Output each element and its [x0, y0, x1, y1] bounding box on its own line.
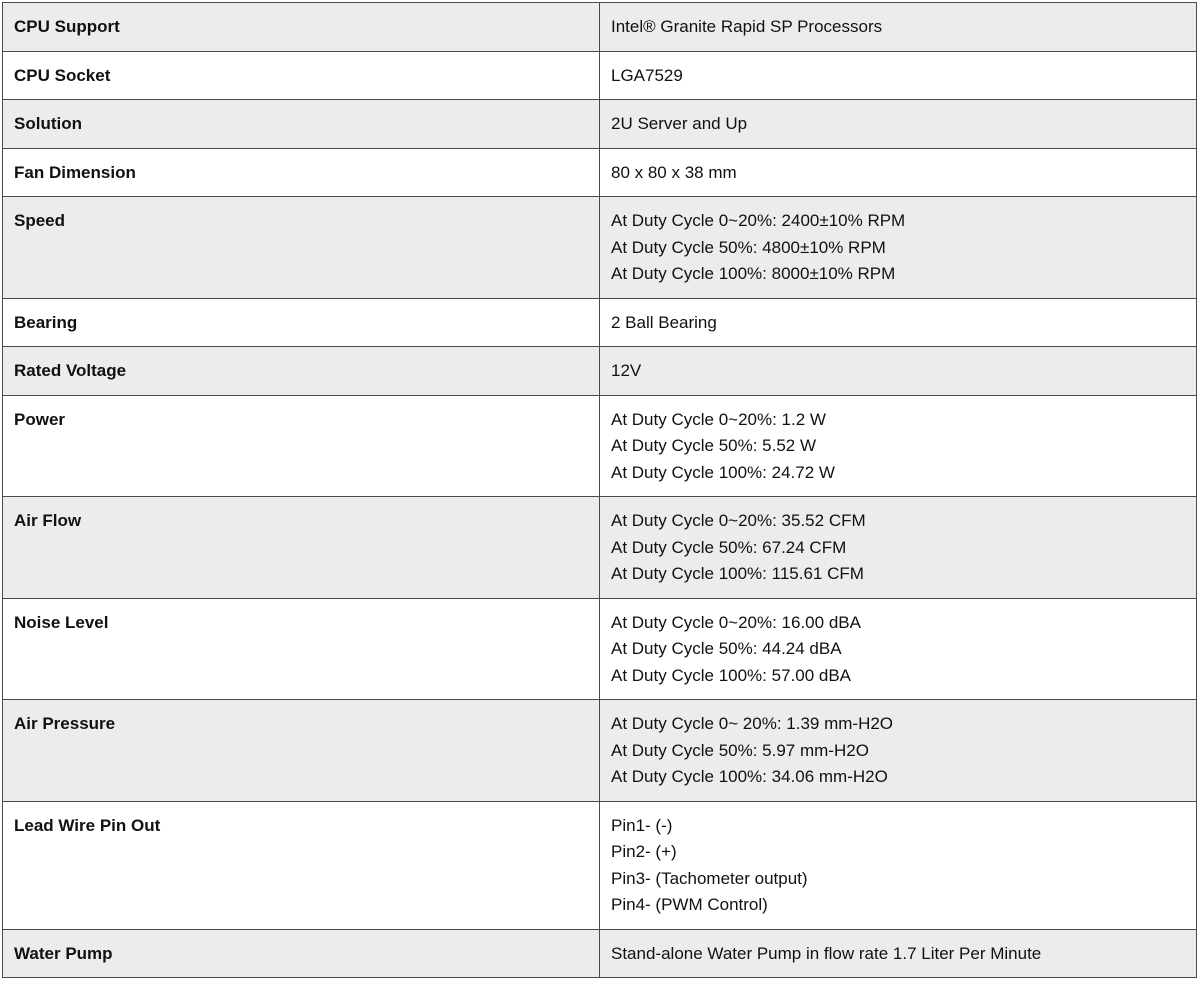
spec-label: Air Pressure: [3, 700, 600, 802]
spec-label: Bearing: [3, 298, 600, 347]
spec-value: [600, 598, 1197, 700]
spec-value-line: At Duty Cycle 50%: 44.24 dBA: [611, 639, 842, 658]
spec-value: [600, 929, 1197, 978]
table-row: [3, 929, 1197, 978]
table-row: [3, 3, 1197, 52]
spec-value-line: Pin3- (Tachometer output): [611, 868, 808, 888]
table-row: [3, 801, 1197, 929]
spec-value-line: At Duty Cycle 100%: 34.06 mm-H2O: [611, 767, 888, 786]
spec-value-line: Pin1- (-): [611, 815, 673, 835]
spec-value: [600, 298, 1197, 347]
spec-value: [600, 148, 1197, 197]
table-row: [3, 51, 1197, 100]
spec-value-line: At Duty Cycle 50%: 67.24 CFM: [611, 537, 847, 557]
spec-value-line: At Duty Cycle 50%: 5.97 mm-H2O: [611, 740, 869, 760]
spec-value: [600, 497, 1197, 599]
spec-label: CPU Support: [3, 3, 600, 52]
spec-label: Rated Voltage: [3, 347, 600, 396]
spec-label: Noise Level: [3, 598, 600, 700]
table-row: [3, 347, 1197, 396]
table-row: [3, 197, 1197, 299]
spec-value: [600, 347, 1197, 396]
spec-value-line: Pin2- (+): [611, 842, 677, 861]
spec-value-line: At Duty Cycle 100%: 115.61 CFM: [611, 564, 864, 583]
spec-value: [600, 100, 1197, 149]
spec-label: Water Pump: [3, 929, 600, 978]
spec-value-line: At Duty Cycle 100%: 8000±10% RPM: [611, 264, 896, 283]
table-row: [3, 298, 1197, 347]
spec-value-line: At Duty Cycle 0~20%: 1.2 W: [611, 409, 826, 429]
spec-value: [600, 197, 1197, 299]
table-row: [3, 598, 1197, 700]
spec-value: [600, 51, 1197, 100]
spec-value: [600, 801, 1197, 929]
spec-value: [600, 700, 1197, 802]
spec-value-line: At Duty Cycle 100%: 57.00 dBA: [611, 665, 852, 685]
spec-value-line: At Duty Cycle 0~20%: 35.52 CFM: [611, 511, 866, 530]
spec-value-line: At Duty Cycle 50%: 5.52 W: [611, 436, 817, 455]
table-row: [3, 497, 1197, 599]
table-row: [3, 700, 1197, 802]
spec-value-line: 80 x 80 x 38 mm: [611, 162, 737, 182]
table-row: [3, 148, 1197, 197]
spec-label: CPU Socket: [3, 51, 600, 100]
spec-value-line: Pin4- (PWM Control): [611, 895, 768, 914]
spec-value-line: 12V: [611, 361, 642, 380]
spec-value-line: Intel® Granite Rapid SP Processors: [611, 17, 883, 36]
spec-value-line: 2U Server and Up: [611, 114, 748, 133]
table-row: [3, 395, 1197, 497]
spec-value-line: At Duty Cycle 0~20%: 2400±10% RPM: [611, 211, 906, 230]
spec-value-line: At Duty Cycle 0~ 20%: 1.39 mm-H2O: [611, 714, 894, 733]
spec-label: Air Flow: [3, 497, 600, 599]
spec-label: Power: [3, 395, 600, 497]
spec-table: [2, 2, 1197, 978]
spec-value-line: LGA7529: [611, 65, 683, 85]
spec-value: [600, 395, 1197, 497]
spec-label: Fan Dimension: [3, 148, 600, 197]
spec-label: Lead Wire Pin Out: [3, 801, 600, 929]
table-row: [3, 100, 1197, 149]
spec-label: Speed: [3, 197, 600, 299]
spec-value-line: At Duty Cycle 0~20%: 16.00 dBA: [611, 612, 861, 632]
spec-value-line: 2 Ball Bearing: [611, 312, 717, 332]
spec-value-line: At Duty Cycle 50%: 4800±10% RPM: [611, 237, 886, 257]
spec-value-line: At Duty Cycle 100%: 24.72 W: [611, 462, 835, 482]
spec-label: Solution: [3, 100, 600, 149]
spec-value: [600, 3, 1197, 52]
spec-value-line: Stand-alone Water Pump in flow rate 1.7 Liter Per Minute: [611, 943, 1042, 963]
